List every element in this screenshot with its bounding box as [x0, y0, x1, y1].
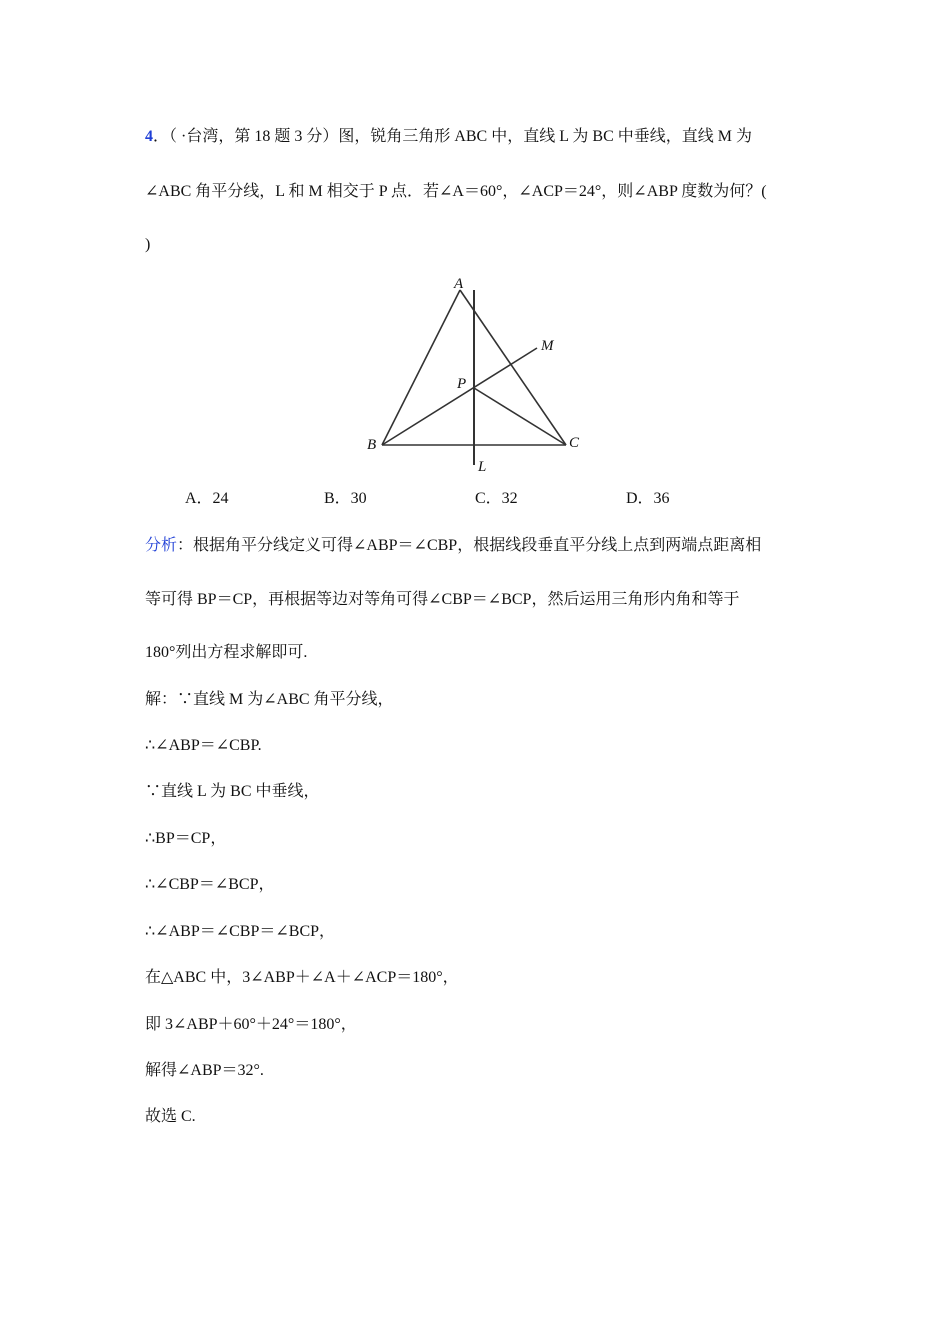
solution-line: ∵直线 L 为 BC 中垂线， [145, 783, 320, 800]
label-l: L [478, 459, 487, 475]
question-text-1: ．（ ·台湾，第 18 题 3 分）图，锐角三角形 ABC 中，直线 L 为 BC 中垂线，直线 M 为 [153, 128, 752, 145]
analysis-line-2: 等可得 BP＝CP，再根据等边对等角可得∠CBP＝∠BCP，然后运用三角形内角和等于 [145, 591, 740, 608]
solution-line: ∴∠ABP＝∠CBP＝∠BCP， [145, 923, 336, 940]
question-line-2: ∠ABC 角平分线，L 和 M 相交于 P 点．若∠A＝60°，∠ACP＝24°，则∠ABP 度数为何？( [145, 183, 767, 200]
triangle-figure [355, 272, 595, 477]
solution-line: 在△ABC 中，3∠ABP＋∠A＋∠ACP＝180°， [145, 969, 459, 986]
solution-line: ∴∠CBP＝∠BCP， [145, 876, 275, 893]
solution-line: 即 3∠ABP＋60°＋24°＝180°， [145, 1016, 357, 1033]
analysis-line-3: 180°列出方程求解即可. [145, 644, 308, 661]
side-ab [382, 290, 460, 445]
label-c: C [569, 435, 580, 451]
option-d: D．36 [626, 490, 670, 507]
solution-line: ∴∠ABP＝∠CBP. [145, 737, 262, 754]
line-m [382, 348, 537, 445]
question-line-3: ) [145, 236, 151, 253]
side-ac [460, 290, 566, 445]
analysis-text-1: ：根据角平分线定义可得∠ABP＝∠CBP，根据线段垂直平分线上点到两端点距离相 [177, 537, 762, 554]
solution-line: 解：∵直线 M 为∠ABC 角平分线， [145, 691, 394, 708]
label-p: P [457, 376, 467, 392]
label-b: B [367, 437, 377, 453]
label-m: M [541, 338, 554, 354]
option-b: B．30 [324, 490, 367, 507]
analysis-line-1 [145, 536, 761, 556]
question-number: 4 [145, 128, 153, 145]
solution-line: 故选 C. [145, 1108, 196, 1125]
option-c: C．32 [475, 490, 518, 507]
segment-pc [474, 388, 566, 445]
solution-line: 解得∠ABP＝32°. [145, 1062, 264, 1079]
option-a: A．24 [185, 490, 229, 507]
solution-line: ∴BP＝CP， [145, 830, 227, 847]
analysis-label: 分析 [145, 537, 178, 554]
question-line-1 [145, 127, 752, 147]
label-a: A [454, 276, 464, 292]
